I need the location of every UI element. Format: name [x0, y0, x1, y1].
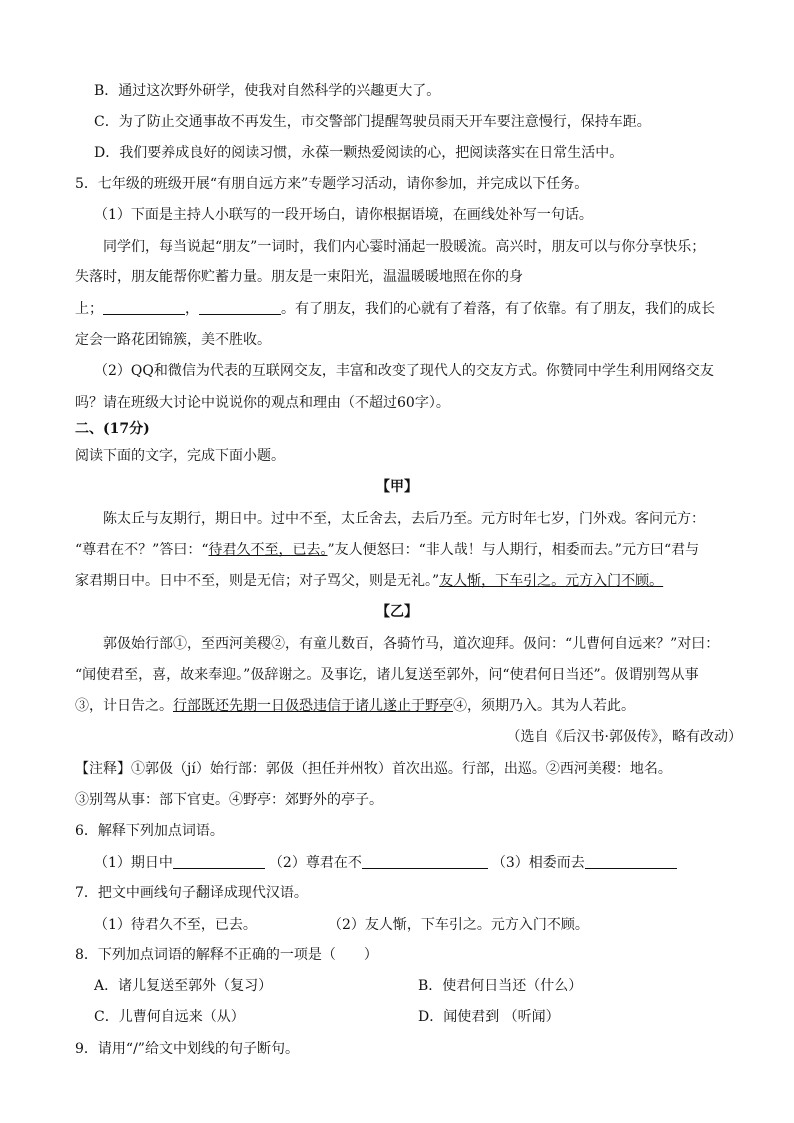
passage-jia-line3: 家君期日中。日中不至，则是无信；对子骂父，则是无礼。”友人惭，下车引之。元方入门不顾。 — [75, 573, 664, 589]
answer-blank-6-3[interactable] — [585, 854, 677, 869]
answer-blank-6-1[interactable] — [173, 854, 265, 869]
q5-passage-line2: 失落时，朋友能帮你贮蓄力量。朋友是一束阳光，温温暖暖地照在你的身 — [75, 269, 523, 285]
section-2-heading: 二、(17分) — [75, 421, 150, 437]
passage-yi-line1: 郭伋始行部①，至西河美稷②，有童儿数百，各骑竹马，道次迎拜。伋问：“儿曹何自远来？”对曰： — [103, 636, 720, 652]
passage-jia-line1: 陈太丘与友期行，期日中。过中不至，太丘舍去，去后乃至。元方时年七岁，门外戏。客问元方： — [103, 511, 705, 527]
underlined-sentence-1: 待君久不至，已去。 — [208, 542, 328, 558]
answer-blank-6-2[interactable] — [362, 854, 488, 869]
q5-passage-line3: 上； ， 。有了朋友，我们的心就有了着落，有了依靠。有了朋友，我们的成长 — [75, 301, 715, 317]
q7-item-2: （2）友人惭，下车引之。元方入门不顾。 — [328, 917, 589, 933]
underlined-sentence-3: 行部既还先期一日伋恐违信于诸儿遂止于野亭 — [173, 698, 453, 714]
q5-passage-line1: 同学们，每当说起“朋友”一词时，我们内心霎时涌起一股暖流。高兴时，朋友可以与你分享快乐； — [103, 239, 706, 255]
fill-blank-2[interactable] — [199, 300, 281, 315]
underlined-sentence-2: 友人惭，下车引之。元方入门不顾。 — [439, 573, 664, 589]
q6-items: （1）期日中 （2）尊君在不 （3）相委而去 — [94, 854, 677, 872]
passage-yi-label: 【乙】 — [376, 604, 418, 620]
q4-option-c: C．为了防止交通事故不再发生，市交警部门提醒驾驶员雨天开车要注意慢行，保持车距。 — [94, 114, 651, 130]
notes-line2: ③别驾从事：部下官吏。④野亭：郊野外的亭子。 — [75, 792, 383, 808]
fill-blank-1[interactable] — [103, 300, 185, 315]
q5-sub2-line1: （2）QQ和微信为代表的互联网交友，丰富和改变了现代人的交友方式。你赞同中学生利用网络交友 — [94, 363, 714, 379]
q8-title: 8．下列加点词语的解释不正确的一项是（ ） — [75, 947, 378, 963]
passage-yi-line2: “闻使君至，喜，故来奉迎。”伋辞谢之。及事讫，诸儿复送至郭外，问“使君何日当还”。伋谓别驾从事 — [75, 667, 699, 683]
q8-option-a: A．诸儿复送至郭外（复习） — [94, 978, 273, 994]
section-2-instruction: 阅读下面的文字，完成下面小题。 — [75, 448, 285, 464]
q8-option-d: D．闻使君到 （听闻） — [418, 1009, 560, 1025]
q7-title: 7．把文中画线句子翻译成现代汉语。 — [75, 885, 308, 901]
passage-yi-line3: ③，计日告之。行部既还先期一日伋恐违信于诸儿遂止于野亭④，须期乃入。其为人若此。 — [75, 698, 635, 714]
q5-title: 5．七年级的班级开展“有朋自远方来”专题学习活动，请你参加，并完成以下任务。 — [75, 176, 589, 192]
q8-option-c: C．儿曹何自远来（从） — [94, 1009, 245, 1025]
q8-option-b: B．使君何日当还（什么） — [418, 978, 583, 994]
passage-jia-label: 【甲】 — [376, 479, 418, 495]
q5-passage-line4: 定会一路花团锦簇，美不胜收。 — [75, 332, 271, 348]
q4-option-d: D．我们要养成良好的阅读习惯，永葆一颗热爱阅读的心，把阅读落实在日常生活中。 — [94, 145, 624, 161]
q7-item-1: （1）待君久不至，已去。 — [94, 917, 257, 933]
passage-source: （选自《后汉书·郭伋传》，略有改动） — [506, 729, 742, 745]
q5-sub2-line2: 吗？请在班级大讨论中说说你的观点和理由（不超过60字）。 — [75, 395, 450, 411]
q4-option-b: B．通过这次野外研学，使我对自然科学的兴趣更大了。 — [94, 83, 441, 99]
q5-sub1: （1）下面是主持人小联写的一段开场白，请你根据语境，在画线处补写一句话。 — [94, 207, 593, 223]
passage-jia-line2: “尊君在不？”答曰：“待君久不至，已去。”友人便怒曰：“非人哉！与人期行，相委而去。”元方曰“君与 — [75, 542, 700, 558]
q6-title: 6．解释下列加点词语。 — [75, 823, 224, 839]
notes-line1: 【注释】①郭伋（jí）始行部：郭伋（担任并州牧）首次出巡。行部，出巡。②西河美稷：地名。 — [75, 761, 672, 777]
q9-title: 9．请用“/”给文中划线的句子断句。 — [75, 1041, 299, 1057]
